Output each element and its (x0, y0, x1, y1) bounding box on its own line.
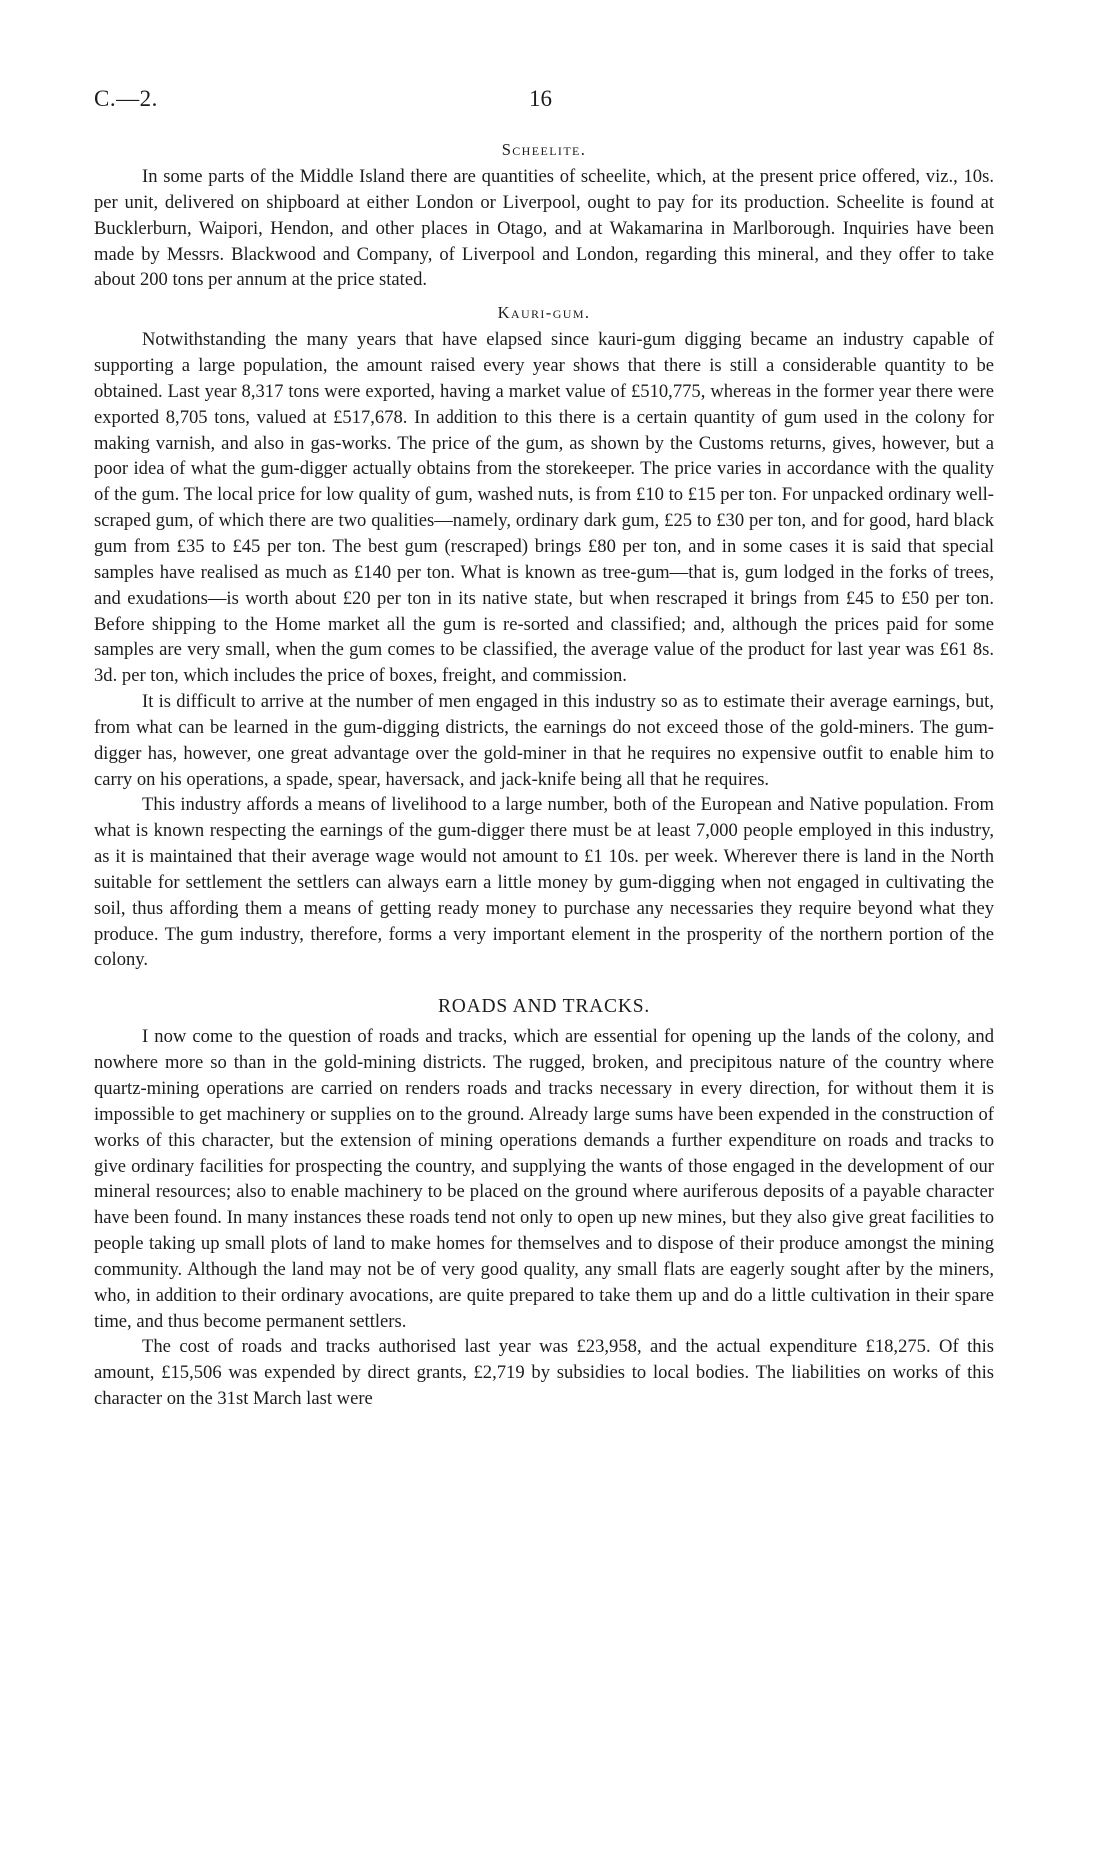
document-reference: C.—2. (94, 86, 158, 111)
section-heading-roads-and-tracks: ROADS AND TRACKS. (437, 996, 651, 1018)
paragraph: Notwithstanding the many years that have elapsed since kauri-gum digging became an industry capable of supporting a large population, the amount raised every year shows that there is still a considerable quantity to be obtained. Last year 8,317 tons were exported, having a market value of £510,775, whereas in the former year there were exported 8,705 tons, valued at £517,678. In addition to this there is a certain quantity of gum used in the colony for making varnish, and also in gas-works. The price of the gum, as shown by the Customs returns, gives, however, but a poor idea of what the gum-digger actually obtains from the storekeeper. The price varies in accordance with the quality of the gum. The local price for low quality of gum, washed nuts, is from £10 to £15 per ton. For unpacked ordinary well-scraped gum, of which there are two qualities—namely, ordinary dark gum, £25 to £30 per ton, and for good, hard black gum from £35 to £45 per ton. The best gum (rescraped) brings £80 per ton, and in some cases it is said that special samples have realised as much as £140 per ton. What is known as tree-gum—that is, gum lodged in the forks of trees, and exudations—is worth about £20 per ton in its native state, but when rescraped it brings from £45 to £50 per ton. Before shipping to the Home market all the gum is re-sorted and classified; and, although the prices paid for some samples are very small, when the gum comes to be classified, the average value of the product for last year was £61 8s. 3d. per ton, which includes the price of boxes, freight, and commission. (94, 329, 994, 687)
section-heading-scheelite: Scheelite. (501, 140, 587, 159)
paragraph: This industry affords a means of livelihood to a large number, both of the European and Native population. From what is known respecting the earnings of the gum-digger there must be at least 7,000 people employed in this industry, as it is maintained that their average wage would not amount to £1 10s. per week. Wherever there is land in the North suitable for settlement the settlers can always earn a little money by gum-digging when not engaged in cultivating the soil, thus affording them a means of getting ready money to purchase any necessaries they require beyond what they produce. The gum industry, therefore, forms a very important element in the prosperity of the northern portion of the colony. (94, 794, 994, 971)
paragraph: In some parts of the Middle Island there are quantities of scheelite, which, at the present price offered, viz., 10s. per unit, delivered on shipboard at either London or Liverpool, ought to pay for its production. Scheelite is found at Bucklerburn, Waipori, Hendon, and other places in Otago, and at Wakamarina in Marlborough. Inquiries have been made by Messrs. Blackwood and Company, of Liverpool and London, regarding this mineral, and they offer to take about 200 tons per annum at the price stated. (94, 166, 994, 291)
page-number: 16 (529, 86, 552, 111)
paragraph: I now come to the question of roads and tracks, which are essential for opening up the lands of the colony, and nowhere more so than in the gold-mining districts. The rugged, broken, and precipitous nature of the country where quartz-mining operations are carried on renders roads and tracks necessary in every direction, for without them it is impossible to get machinery or supplies on to the ground. Already large sums have been expended in the construction of works of this character, but the extension of mining operations demands a further expenditure on roads and tracks to give ordinary facilities for prospecting the country, and supplying the wants of those engaged in the development of our mineral resources; also to enable machinery to be placed on the ground where auriferous deposits of a payable character have been found. In many instances these roads tend not only to open up new mines, but they also give great facilities to people taking up small plots of land to make homes for themselves and to dispose of their produce amongst the mining community. Although the land may not be of very good quality, any small flats are eagerly sought after by the miners, who, in addition to their ordinary avocations, are quite prepared to take them up and do a little cultivation in their spare time, and thus become permanent settlers. (94, 1026, 994, 1332)
section-heading-kauri-gum: Kauri-gum. (497, 303, 591, 323)
paragraph: It is difficult to arrive at the number of men engaged in this industry so as to estimate their average earnings, but, from what can be learned in the gum-digging districts, the earnings do not exceed those of the gold-miners. The gum-digger has, however, one great advantage over the gold-miner in that he requires no expensive outfit to enable him to carry on his operations, a spade, spear, haversack, and jack-knife being all that he requires. (94, 691, 994, 790)
page-body (94, 140, 994, 1412)
page-header (94, 86, 994, 120)
paragraph: The cost of roads and tracks authorised last year was £23,958, and the actual expenditure £18,275. Of this amount, £15,506 was expended by direct grants, £2,719 by subsidies to local bodies. The liabilities on works of this character on the 31st March last were (94, 1336, 994, 1410)
